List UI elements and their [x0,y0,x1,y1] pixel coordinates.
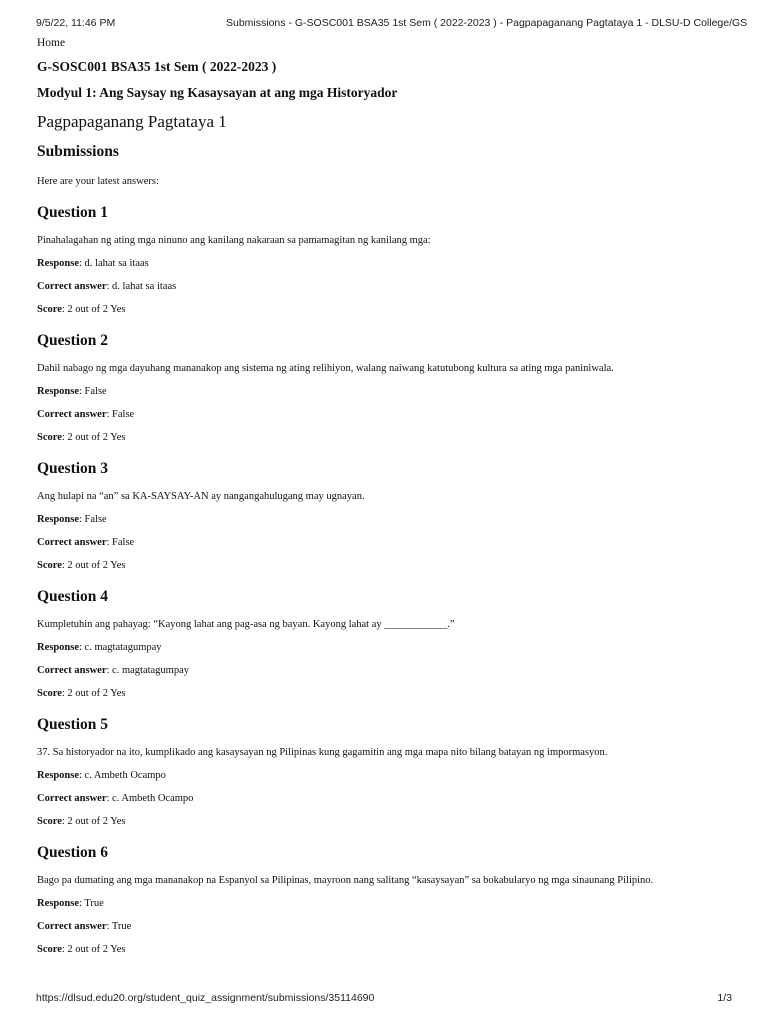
score-line [37,943,727,956]
correct-answer-value: : True [106,921,132,932]
response-value: : False [79,386,107,397]
question-text: Dahil nabago ng mga dayuhang mananakop ang sistema ng ating relihiyon, walang naiwang katutubong kultura sa ating mga paniniwala. [37,363,614,374]
response-line [37,897,727,910]
main-content [37,37,727,956]
response-line [37,513,727,526]
correct-answer-line [37,280,727,293]
questions-list [37,203,727,956]
correct-answer-line [37,408,727,421]
response-value: : False [79,514,107,525]
response-line [37,257,727,270]
print-header [36,17,748,31]
response-label: Response [37,898,80,909]
score-line [37,303,727,316]
response-line [37,385,727,398]
correct-answer-label: Correct answer [37,409,107,420]
question-block [37,459,727,572]
score-label: Score [37,304,62,315]
question-block [37,203,727,316]
print-datetime: 9/5/22, 11:46 PM [36,17,116,29]
score-value: : 2 out of 2 Yes [61,304,126,315]
correct-answer-line [37,792,727,805]
score-line [37,815,727,828]
score-line [37,559,727,572]
correct-answer-line [37,536,727,549]
question-title: Question 2 [37,332,109,349]
score-value: : 2 out of 2 Yes [61,560,126,571]
home-link[interactable]: Home [37,37,66,49]
score-label: Score [37,560,62,571]
print-footer [36,992,732,1006]
correct-answer-label: Correct answer [37,665,107,676]
correct-answer-value: : c. Ambeth Ocampo [106,793,194,804]
correct-answer-value: : c. magtatagumpay [106,665,190,676]
correct-answer-value: : False [106,409,135,420]
response-line [37,641,727,654]
correct-answer-label: Correct answer [37,921,107,932]
question-text: Kumpletuhin ang pahayag: “Kayong lahat ang pag-asa ng bayan. Kayong lahat ay ____________.” [37,619,455,630]
response-value: : c. magtatagumpay [79,642,162,653]
score-line [37,687,727,700]
intro-text: Here are your latest answers: [37,176,159,187]
correct-answer-line [37,664,727,677]
course-title: G-SOSC001 BSA35 1st Sem ( 2022-2023 ) [37,59,277,74]
response-value: : c. Ambeth Ocampo [79,770,166,781]
score-label: Score [37,944,62,955]
score-line [37,431,727,444]
response-label: Response [37,386,80,397]
score-value: : 2 out of 2 Yes [61,432,126,443]
response-line [37,769,727,782]
question-text: Bago pa dumating ang mga mananakop na Espanyol sa Pilipinas, mayroon nang salitang “kasaysayan” sa bokabularyo ng mga sinaunang Pilipino. [37,875,654,886]
response-label: Response [37,770,80,781]
score-value: : 2 out of 2 Yes [61,944,126,955]
correct-answer-value: : d. lahat sa itaas [106,281,177,292]
question-title: Question 4 [37,588,109,605]
correct-answer-value: : False [106,537,135,548]
print-page-number: 1/3 [717,992,732,1004]
question-text: Ang hulapi na “an” sa KA-SAYSAY-AN ay nangangahulugang may ugnayan. [37,491,365,502]
question-title: Question 1 [37,204,109,221]
print-page-title: Submissions - G-SOSC001 BSA35 1st Sem ( 2022-2023 ) - Pagpapaganang Pagtataya 1 - DLSU-D College/GS [226,17,748,29]
question-text: Pinahalagahan ng ating mga ninuno ang kanilang nakaraan sa pamamagitan ng kanilang mga: [37,235,431,246]
question-title: Question 3 [37,460,109,477]
score-value: : 2 out of 2 Yes [61,688,126,699]
module-title: Modyul 1: Ang Saysay ng Kasaysayan at ang mga Historyador [37,85,398,100]
correct-answer-line [37,920,727,933]
question-block [37,331,727,444]
quiz-title: Pagpapaganang Pagtataya 1 [37,112,227,131]
question-title: Question 5 [37,716,109,733]
score-label: Score [37,816,62,827]
correct-answer-label: Correct answer [37,281,107,292]
submissions-heading: Submissions [37,143,119,160]
response-label: Response [37,514,80,525]
question-title: Question 6 [37,844,109,861]
response-label: Response [37,258,80,269]
response-label: Response [37,642,80,653]
response-value: : d. lahat sa itaas [79,258,149,269]
correct-answer-label: Correct answer [37,793,107,804]
question-block [37,587,727,700]
question-block [37,715,727,828]
score-label: Score [37,432,62,443]
correct-answer-label: Correct answer [37,537,107,548]
score-value: : 2 out of 2 Yes [61,816,126,827]
question-text: 37. Sa historyador na ito, kumplikado ang kasaysayan ng Pilipinas kung gagamitin ang mga mapa nito bilang batayan ng impormasyon. [37,747,608,758]
score-label: Score [37,688,62,699]
response-value: : True [79,898,104,909]
question-block [37,843,727,956]
print-url: https://dlsud.edu20.org/student_quiz_assignment/submissions/35114690 [36,992,375,1004]
